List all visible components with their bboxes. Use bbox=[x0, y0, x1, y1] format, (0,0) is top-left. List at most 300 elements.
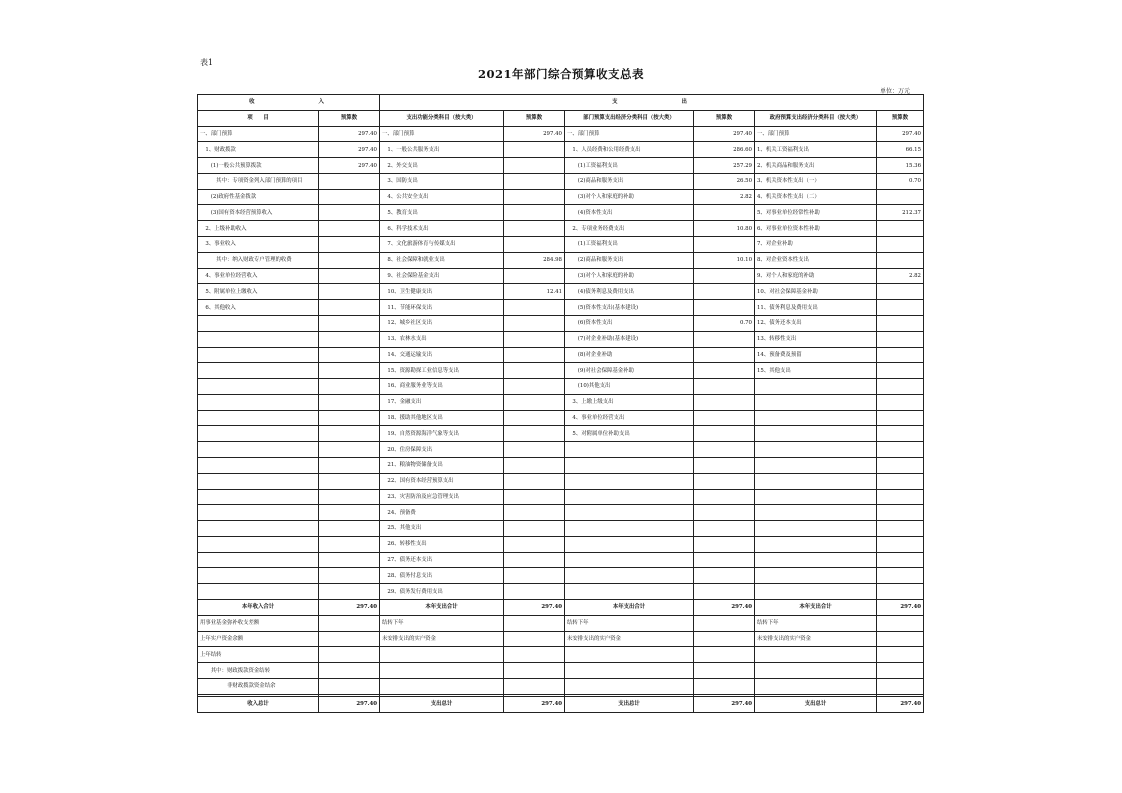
table-number: 表1 bbox=[200, 58, 214, 67]
cell-function-amount bbox=[504, 331, 565, 347]
table-row bbox=[198, 268, 924, 284]
cell-gov-econ-item: 11、债务利息及费用支出 bbox=[755, 300, 877, 316]
table-row bbox=[198, 331, 924, 347]
table-row bbox=[198, 221, 924, 237]
cell-dept-econ-amount bbox=[694, 678, 755, 694]
cell-dept-econ-item: (6)资本性支出 bbox=[565, 315, 694, 331]
cell-dept-econ-item: (8)对企业补助 bbox=[565, 347, 694, 363]
table-row bbox=[198, 410, 924, 426]
cell-dept-econ-amount: 286.60 bbox=[694, 142, 755, 158]
cell-dept-econ-item bbox=[565, 521, 694, 537]
cell-function-amount: 297.40 bbox=[504, 600, 565, 616]
cell-function-item: 23、灾害防治及应急管理支出 bbox=[380, 489, 504, 505]
cell-income-item bbox=[198, 315, 319, 331]
cell-function-amount bbox=[504, 521, 565, 537]
cell-gov-econ-item bbox=[755, 552, 877, 568]
cell-gov-econ-amount bbox=[877, 521, 924, 537]
cell-dept-econ-item: 4、事业单位经营支出 bbox=[565, 410, 694, 426]
col-header-gov-econ-class: 政府预算支出经济分类科目（按大类） bbox=[755, 110, 877, 126]
cell-function-amount: 297.40 bbox=[504, 126, 565, 142]
cell-gov-econ-item: 1、机关工资福利支出 bbox=[755, 142, 877, 158]
cell-income-amount bbox=[319, 315, 380, 331]
cell-income-amount bbox=[319, 647, 380, 663]
cell-dept-econ-amount: 10.10 bbox=[694, 252, 755, 268]
cell-income-amount bbox=[319, 394, 380, 410]
cell-function-amount bbox=[504, 426, 565, 442]
cell-gov-econ-amount bbox=[877, 221, 924, 237]
cell-function-amount bbox=[504, 584, 565, 600]
cell-dept-econ-item bbox=[565, 568, 694, 584]
cell-function-item bbox=[380, 647, 504, 663]
cell-dept-econ-amount bbox=[694, 442, 755, 458]
cell-function-item: 15、资源勘探工业信息等支出 bbox=[380, 363, 504, 379]
cell-dept-econ-item: (2)商品和服务支出 bbox=[565, 252, 694, 268]
cell-function-amount bbox=[504, 158, 565, 174]
subtotal-row bbox=[198, 600, 924, 616]
table-row bbox=[198, 568, 924, 584]
cell-dept-econ-amount bbox=[694, 331, 755, 347]
cell-income-amount bbox=[319, 205, 380, 221]
cell-dept-econ-amount: 297.40 bbox=[694, 696, 755, 712]
table-row bbox=[198, 536, 924, 552]
cell-function-item: 一、部门预算 bbox=[380, 126, 504, 142]
cell-dept-econ-item: (4)资本性支出 bbox=[565, 205, 694, 221]
cell-function-item: 29、债务发行费用支出 bbox=[380, 584, 504, 600]
cell-dept-econ-amount bbox=[694, 552, 755, 568]
cell-function-item: 27、债务还本支出 bbox=[380, 552, 504, 568]
cell-gov-econ-amount: 297.40 bbox=[877, 696, 924, 712]
cell-income-item bbox=[198, 489, 319, 505]
cell-income-item: 4、事业单位经营收入 bbox=[198, 268, 319, 284]
cell-income-item: 用事业基金弥补收支差额 bbox=[198, 615, 319, 631]
cell-gov-econ-amount bbox=[877, 584, 924, 600]
cell-function-item: 16、商业服务业等支出 bbox=[380, 379, 504, 395]
cell-dept-econ-item: 3、上缴上级支出 bbox=[565, 394, 694, 410]
cell-income-item: 上年结转 bbox=[198, 647, 319, 663]
cell-function-item: 结转下年 bbox=[380, 615, 504, 631]
cell-gov-econ-item: 8、对企业资本性支出 bbox=[755, 252, 877, 268]
table-row bbox=[198, 584, 924, 600]
table-row bbox=[198, 647, 924, 663]
cell-dept-econ-amount bbox=[694, 268, 755, 284]
cell-dept-econ-item: 2、专项业务经费支出 bbox=[565, 221, 694, 237]
cell-dept-econ-amount bbox=[694, 347, 755, 363]
cell-dept-econ-item bbox=[565, 663, 694, 679]
cell-dept-econ-item bbox=[565, 457, 694, 473]
table-row bbox=[198, 142, 924, 158]
cell-income-item: 非财政拨款资金结余 bbox=[198, 678, 319, 694]
table-row bbox=[198, 379, 924, 395]
cell-dept-econ-item bbox=[565, 489, 694, 505]
cell-function-amount bbox=[504, 189, 565, 205]
table-row bbox=[198, 615, 924, 631]
cell-income-amount bbox=[319, 221, 380, 237]
cell-dept-econ-amount: 2.82 bbox=[694, 189, 755, 205]
cell-gov-econ-amount bbox=[877, 331, 924, 347]
cell-dept-econ-amount bbox=[694, 426, 755, 442]
cell-function-item: 1、一般公共服务支出 bbox=[380, 142, 504, 158]
cell-dept-econ-item: (9)对社会保障基金补助 bbox=[565, 363, 694, 379]
cell-gov-econ-amount bbox=[877, 426, 924, 442]
expense-group-header: 支 出 bbox=[380, 95, 924, 111]
cell-gov-econ-amount bbox=[877, 284, 924, 300]
cell-function-amount bbox=[504, 142, 565, 158]
cell-income-item: 6、其他收入 bbox=[198, 300, 319, 316]
cell-income-item: 其中：纳入财政专户管理的收费 bbox=[198, 252, 319, 268]
table-row bbox=[198, 158, 924, 174]
cell-income-item bbox=[198, 394, 319, 410]
cell-function-item: 3、国防支出 bbox=[380, 173, 504, 189]
cell-gov-econ-amount bbox=[877, 237, 924, 253]
table-row bbox=[198, 237, 924, 253]
cell-gov-econ-item bbox=[755, 379, 877, 395]
table-row bbox=[198, 521, 924, 537]
cell-function-amount: 297.40 bbox=[504, 696, 565, 712]
cell-gov-econ-amount: 0.70 bbox=[877, 173, 924, 189]
cell-gov-econ-item: 本年支出合计 bbox=[755, 600, 877, 616]
cell-gov-econ-item bbox=[755, 410, 877, 426]
cell-dept-econ-amount bbox=[694, 521, 755, 537]
cell-dept-econ-amount: 257.29 bbox=[694, 158, 755, 174]
cell-income-amount bbox=[319, 584, 380, 600]
cell-dept-econ-item: (10)其他支出 bbox=[565, 379, 694, 395]
cell-gov-econ-amount bbox=[877, 347, 924, 363]
income-group-header: 收 入 bbox=[198, 95, 380, 111]
cell-function-amount bbox=[504, 173, 565, 189]
cell-function-amount: 12.41 bbox=[504, 284, 565, 300]
budget-summary-table bbox=[197, 94, 924, 713]
cell-gov-econ-item: 15、其他支出 bbox=[755, 363, 877, 379]
cell-gov-econ-item: 未安排支出的实户资金 bbox=[755, 631, 877, 647]
cell-gov-econ-item: 5、对事业单位经常性补助 bbox=[755, 205, 877, 221]
cell-gov-econ-item: 13、转移性支出 bbox=[755, 331, 877, 347]
cell-gov-econ-item: 4、机关资本性支出（二） bbox=[755, 189, 877, 205]
cell-dept-econ-item: 一、部门预算 bbox=[565, 126, 694, 142]
cell-income-amount bbox=[319, 410, 380, 426]
table-row bbox=[198, 126, 924, 142]
cell-gov-econ-amount bbox=[877, 489, 924, 505]
cell-dept-econ-amount bbox=[694, 394, 755, 410]
cell-income-item bbox=[198, 426, 319, 442]
cell-income-amount bbox=[319, 173, 380, 189]
cell-dept-econ-item: (5)资本性支出(基本建设) bbox=[565, 300, 694, 316]
cell-function-item: 21、粮油物资储备支出 bbox=[380, 457, 504, 473]
cell-dept-econ-item: (2)商品和服务支出 bbox=[565, 173, 694, 189]
cell-dept-econ-item: 本年支出合计 bbox=[565, 600, 694, 616]
cell-gov-econ-amount: 15.36 bbox=[877, 158, 924, 174]
cell-income-item bbox=[198, 457, 319, 473]
cell-income-amount bbox=[319, 552, 380, 568]
cell-income-item bbox=[198, 584, 319, 600]
cell-function-item: 19、自然资源海洋气象等支出 bbox=[380, 426, 504, 442]
cell-gov-econ-amount bbox=[877, 615, 924, 631]
cell-income-amount bbox=[319, 631, 380, 647]
cell-income-item bbox=[198, 347, 319, 363]
cell-dept-econ-amount: 26.50 bbox=[694, 173, 755, 189]
cell-income-amount bbox=[319, 678, 380, 694]
table-row bbox=[198, 315, 924, 331]
cell-gov-econ-item: 2、机关商品和服务支出 bbox=[755, 158, 877, 174]
cell-income-item: 5、附属单位上缴收入 bbox=[198, 284, 319, 300]
cell-dept-econ-item: (3)对个人和家庭的补助 bbox=[565, 189, 694, 205]
cell-income-item bbox=[198, 473, 319, 489]
cell-dept-econ-item: 1、人员经费和公用经费支出 bbox=[565, 142, 694, 158]
cell-dept-econ-amount: 297.40 bbox=[694, 600, 755, 616]
table-row bbox=[198, 173, 924, 189]
cell-dept-econ-amount: 10.80 bbox=[694, 221, 755, 237]
unit-label: 单位：万元 bbox=[880, 88, 911, 95]
cell-income-amount bbox=[319, 473, 380, 489]
cell-function-amount bbox=[504, 647, 565, 663]
cell-gov-econ-item bbox=[755, 536, 877, 552]
table-row bbox=[198, 552, 924, 568]
cell-dept-econ-amount bbox=[694, 631, 755, 647]
cell-income-item: 其中：财政拨款资金结转 bbox=[198, 663, 319, 679]
cell-function-amount bbox=[504, 505, 565, 521]
cell-function-amount bbox=[504, 489, 565, 505]
cell-function-item: 20、住房保障支出 bbox=[380, 442, 504, 458]
cell-gov-econ-amount bbox=[877, 379, 924, 395]
cell-function-item: 14、交通运输支出 bbox=[380, 347, 504, 363]
cell-function-amount: 284.98 bbox=[504, 252, 565, 268]
cell-function-amount bbox=[504, 221, 565, 237]
cell-function-item: 25、其他支出 bbox=[380, 521, 504, 537]
cell-income-amount: 297.40 bbox=[319, 696, 380, 712]
col-header-function-class: 支出功能分类科目（按大类） bbox=[380, 110, 504, 126]
table-row bbox=[198, 457, 924, 473]
cell-gov-econ-item bbox=[755, 521, 877, 537]
table-row bbox=[198, 473, 924, 489]
cell-gov-econ-amount: 297.40 bbox=[877, 126, 924, 142]
cell-function-amount bbox=[504, 379, 565, 395]
cell-gov-econ-amount bbox=[877, 457, 924, 473]
cell-dept-econ-item: (1)工资福利支出 bbox=[565, 158, 694, 174]
cell-gov-econ-amount bbox=[877, 410, 924, 426]
table-row bbox=[198, 489, 924, 505]
cell-dept-econ-item: 结转下年 bbox=[565, 615, 694, 631]
cell-income-amount: 297.40 bbox=[319, 600, 380, 616]
cell-income-amount bbox=[319, 426, 380, 442]
cell-dept-econ-amount bbox=[694, 663, 755, 679]
cell-dept-econ-amount bbox=[694, 568, 755, 584]
cell-income-amount bbox=[319, 237, 380, 253]
cell-dept-econ-amount bbox=[694, 457, 755, 473]
cell-income-item bbox=[198, 410, 319, 426]
cell-income-amount bbox=[319, 568, 380, 584]
cell-function-item: 5、教育支出 bbox=[380, 205, 504, 221]
cell-gov-econ-amount bbox=[877, 631, 924, 647]
page-title: 2021年部门综合预算收支总表 bbox=[477, 67, 644, 81]
cell-income-amount bbox=[319, 189, 380, 205]
cell-function-item: 6、科学技术支出 bbox=[380, 221, 504, 237]
cell-gov-econ-amount bbox=[877, 473, 924, 489]
cell-gov-econ-amount bbox=[877, 536, 924, 552]
cell-income-amount bbox=[319, 442, 380, 458]
cell-function-item: 17、金融支出 bbox=[380, 394, 504, 410]
cell-gov-econ-amount bbox=[877, 300, 924, 316]
cell-gov-econ-amount: 212.37 bbox=[877, 205, 924, 221]
cell-income-item: 本年收入合计 bbox=[198, 600, 319, 616]
cell-dept-econ-amount bbox=[694, 647, 755, 663]
cell-gov-econ-item: 3、机关资本性支出（一） bbox=[755, 173, 877, 189]
cell-income-item: 1、财政拨款 bbox=[198, 142, 319, 158]
cell-dept-econ-item: 未安排支出的实户资金 bbox=[565, 631, 694, 647]
cell-gov-econ-amount bbox=[877, 568, 924, 584]
cell-dept-econ-item bbox=[565, 505, 694, 521]
group-header-row bbox=[198, 95, 924, 111]
column-header-row bbox=[198, 110, 924, 126]
cell-function-item: 10、卫生健康支出 bbox=[380, 284, 504, 300]
cell-dept-econ-amount: 297.40 bbox=[694, 126, 755, 142]
cell-gov-econ-item bbox=[755, 647, 877, 663]
cell-income-amount bbox=[319, 536, 380, 552]
cell-gov-econ-item: 支出总计 bbox=[755, 696, 877, 712]
cell-gov-econ-amount bbox=[877, 552, 924, 568]
cell-gov-econ-amount bbox=[877, 315, 924, 331]
cell-income-item bbox=[198, 442, 319, 458]
cell-dept-econ-item bbox=[565, 473, 694, 489]
table-row bbox=[198, 189, 924, 205]
cell-function-amount bbox=[504, 473, 565, 489]
cell-income-item bbox=[198, 536, 319, 552]
table-row bbox=[198, 300, 924, 316]
cell-income-amount bbox=[319, 615, 380, 631]
cell-income-item: 2、上级补助收入 bbox=[198, 221, 319, 237]
cell-income-item bbox=[198, 379, 319, 395]
cell-dept-econ-amount bbox=[694, 536, 755, 552]
cell-income-item bbox=[198, 552, 319, 568]
cell-function-amount bbox=[504, 300, 565, 316]
cell-function-item: 本年支出合计 bbox=[380, 600, 504, 616]
cell-gov-econ-amount bbox=[877, 647, 924, 663]
cell-gov-econ-amount: 66.15 bbox=[877, 142, 924, 158]
cell-function-item: 28、债务付息支出 bbox=[380, 568, 504, 584]
cell-function-amount bbox=[504, 678, 565, 694]
cell-dept-econ-item bbox=[565, 536, 694, 552]
cell-income-amount: 297.40 bbox=[319, 142, 380, 158]
cell-dept-econ-item bbox=[565, 647, 694, 663]
cell-dept-econ-amount bbox=[694, 615, 755, 631]
cell-gov-econ-item: 12、债务还本支出 bbox=[755, 315, 877, 331]
cell-gov-econ-amount bbox=[877, 189, 924, 205]
cell-income-amount bbox=[319, 300, 380, 316]
cell-gov-econ-amount: 297.40 bbox=[877, 600, 924, 616]
col-header-dept-econ-amount: 预算数 bbox=[694, 110, 755, 126]
cell-gov-econ-item: 结转下年 bbox=[755, 615, 877, 631]
cell-dept-econ-amount: 0.70 bbox=[694, 315, 755, 331]
cell-gov-econ-item bbox=[755, 678, 877, 694]
cell-gov-econ-item: 6、对事业单位资本性补助 bbox=[755, 221, 877, 237]
col-header-income-amount: 预算数 bbox=[319, 110, 380, 126]
table-row bbox=[198, 678, 924, 694]
cell-income-item: 收入总计 bbox=[198, 696, 319, 712]
col-header-income-item: 项 目 bbox=[198, 110, 319, 126]
cell-function-item: 4、公共安全支出 bbox=[380, 189, 504, 205]
cell-income-amount bbox=[319, 284, 380, 300]
cell-function-item: 支出总计 bbox=[380, 696, 504, 712]
cell-function-amount bbox=[504, 237, 565, 253]
cell-income-item: 其中：专项资金列入部门预算的项目 bbox=[198, 173, 319, 189]
cell-income-item: 3、事业收入 bbox=[198, 237, 319, 253]
cell-gov-econ-item bbox=[755, 394, 877, 410]
table-row bbox=[198, 252, 924, 268]
cell-gov-econ-item: 一、部门预算 bbox=[755, 126, 877, 142]
cell-function-amount bbox=[504, 457, 565, 473]
cell-income-amount bbox=[319, 379, 380, 395]
cell-income-amount bbox=[319, 363, 380, 379]
table-row bbox=[198, 442, 924, 458]
table-row bbox=[198, 426, 924, 442]
cell-function-item bbox=[380, 678, 504, 694]
table-row bbox=[198, 631, 924, 647]
cell-income-item bbox=[198, 363, 319, 379]
cell-function-item: 未安排支出的实户资金 bbox=[380, 631, 504, 647]
cell-income-item bbox=[198, 331, 319, 347]
cell-dept-econ-amount bbox=[694, 205, 755, 221]
cell-function-item: 2、外交支出 bbox=[380, 158, 504, 174]
cell-gov-econ-amount bbox=[877, 678, 924, 694]
cell-gov-econ-item bbox=[755, 457, 877, 473]
col-header-function-amount: 预算数 bbox=[504, 110, 565, 126]
cell-dept-econ-item: (1)工资福利支出 bbox=[565, 237, 694, 253]
total-row bbox=[198, 696, 924, 712]
cell-income-item bbox=[198, 568, 319, 584]
cell-function-amount bbox=[504, 552, 565, 568]
cell-income-item: 一、部门预算 bbox=[198, 126, 319, 142]
cell-dept-econ-amount bbox=[694, 584, 755, 600]
cell-gov-econ-item: 9、对个人和家庭的补助 bbox=[755, 268, 877, 284]
cell-dept-econ-item: (4)债务利息及费用支出 bbox=[565, 284, 694, 300]
cell-function-amount bbox=[504, 442, 565, 458]
cell-income-item bbox=[198, 521, 319, 537]
table-row bbox=[198, 663, 924, 679]
cell-function-amount bbox=[504, 663, 565, 679]
table-row bbox=[198, 505, 924, 521]
cell-function-item: 26、转移性支出 bbox=[380, 536, 504, 552]
cell-function-item: 18、援助其他地区支出 bbox=[380, 410, 504, 426]
cell-dept-econ-amount bbox=[694, 284, 755, 300]
cell-gov-econ-item bbox=[755, 584, 877, 600]
cell-dept-econ-item bbox=[565, 442, 694, 458]
cell-dept-econ-item: (7)对企业补助(基本建设) bbox=[565, 331, 694, 347]
cell-gov-econ-item bbox=[755, 568, 877, 584]
cell-dept-econ-amount bbox=[694, 505, 755, 521]
cell-income-amount bbox=[319, 489, 380, 505]
cell-dept-econ-item bbox=[565, 584, 694, 600]
cell-dept-econ-amount bbox=[694, 489, 755, 505]
cell-income-amount: 297.40 bbox=[319, 126, 380, 142]
cell-function-item: 7、文化旅游体育与传媒支出 bbox=[380, 237, 504, 253]
cell-dept-econ-item: 5、对附属单位补助支出 bbox=[565, 426, 694, 442]
cell-gov-econ-amount bbox=[877, 442, 924, 458]
cell-income-amount bbox=[319, 521, 380, 537]
cell-dept-econ-item bbox=[565, 552, 694, 568]
cell-dept-econ-item: (3)对个人和家庭的补助 bbox=[565, 268, 694, 284]
cell-income-amount bbox=[319, 457, 380, 473]
cell-function-amount bbox=[504, 410, 565, 426]
cell-income-item: (1)一般公共预算拨款 bbox=[198, 158, 319, 174]
cell-income-amount: 297.40 bbox=[319, 158, 380, 174]
col-header-gov-econ-amount: 预算数 bbox=[877, 110, 924, 126]
cell-income-amount bbox=[319, 331, 380, 347]
cell-gov-econ-amount bbox=[877, 363, 924, 379]
cell-income-item: (2)政府性基金拨款 bbox=[198, 189, 319, 205]
cell-gov-econ-item bbox=[755, 473, 877, 489]
cell-gov-econ-item bbox=[755, 505, 877, 521]
cell-income-item: (3)国有资本经营预算收入 bbox=[198, 205, 319, 221]
table-row bbox=[198, 205, 924, 221]
cell-dept-econ-amount bbox=[694, 379, 755, 395]
